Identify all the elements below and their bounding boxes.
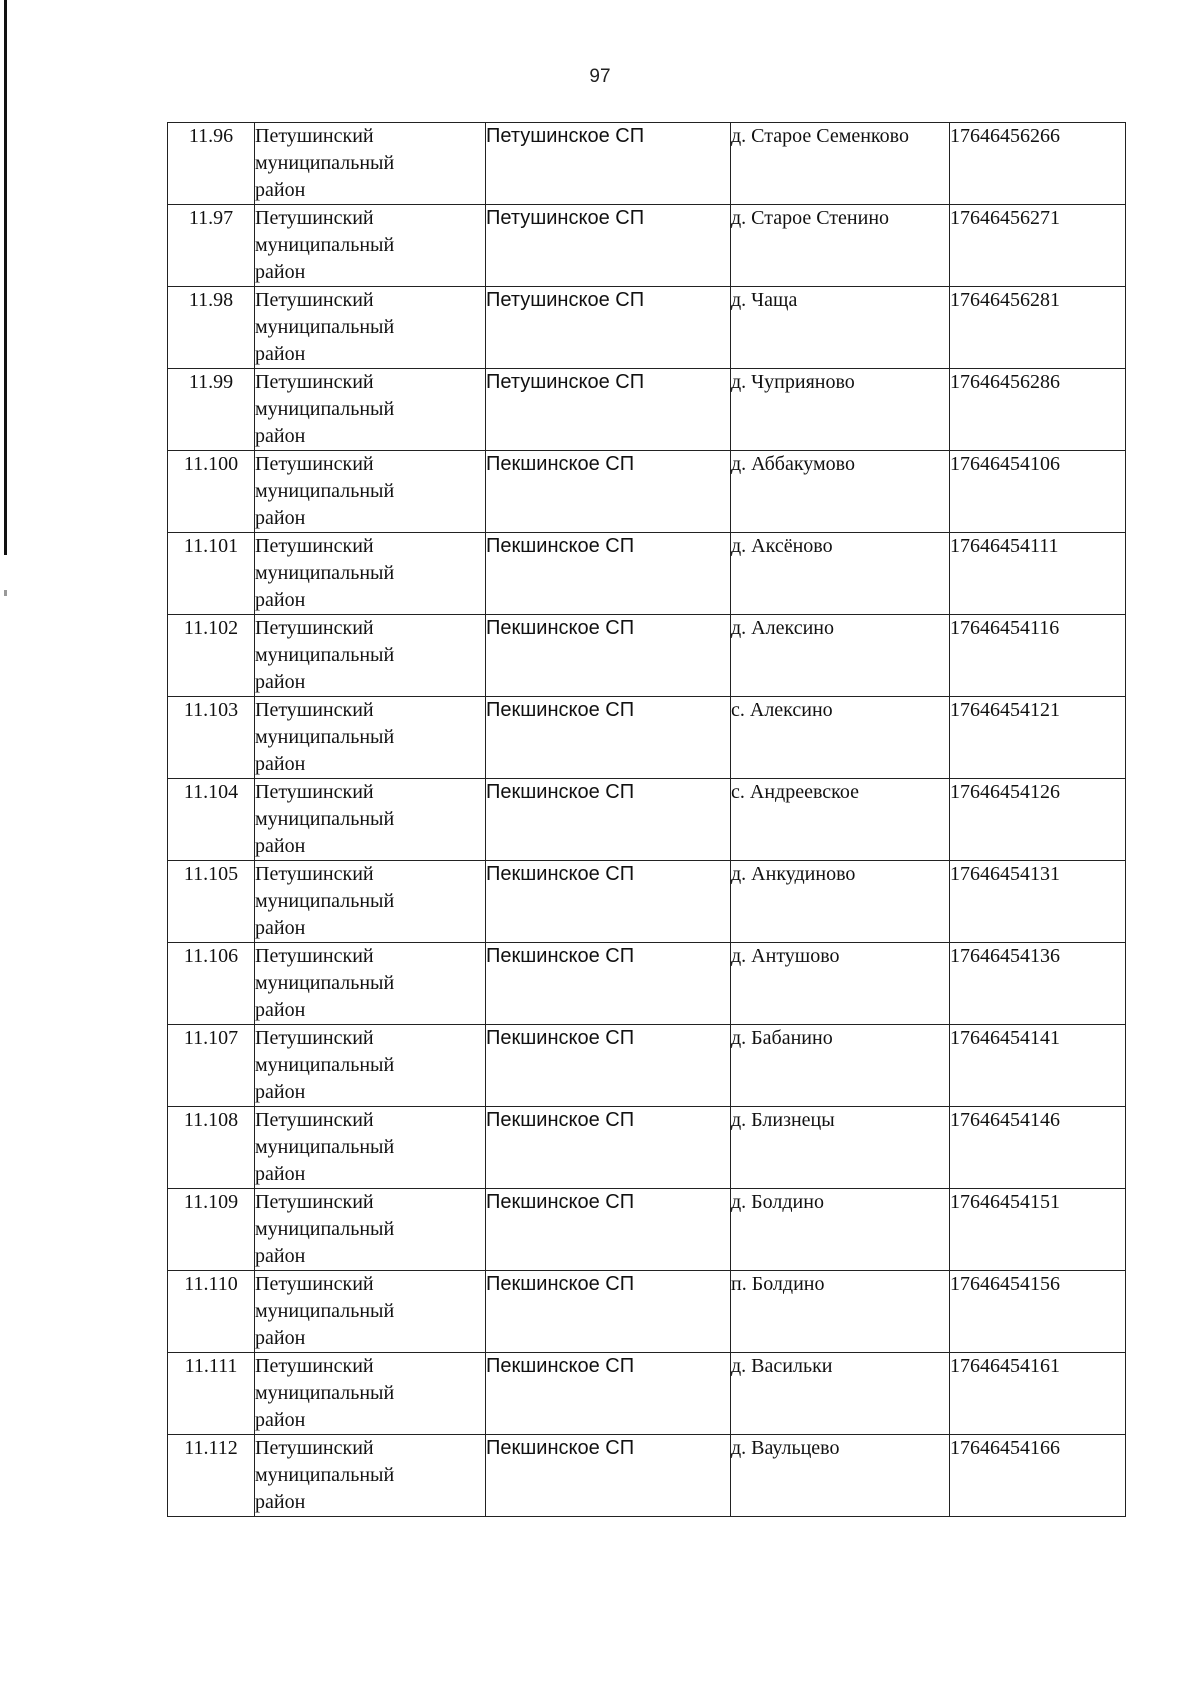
settlement-cell [731,943,950,1025]
settlement-name: д. Васильки [731,1355,833,1377]
settlement-council-cell: Петушинское СП [486,123,731,205]
table-row [168,1353,1126,1435]
settlement-council-cell: Пекшинское СП [486,1189,731,1271]
district-line-1: Петушинский [255,289,374,311]
oktmo-code: 17646454146 [950,1109,1060,1131]
settlement-council-cell: Пекшинское СП [486,451,731,533]
settlement-name: д. Болдино [731,1191,824,1213]
district-cell [255,1189,486,1271]
district-line-3: район [255,261,306,283]
scan-margin-tick [4,590,7,596]
district-line-2: муниципальный [255,1464,395,1486]
district-line-1: Петушинский [255,863,374,885]
district-line-3: район [255,1245,306,1267]
district-line-1: Петушинский [255,453,374,475]
table-row [168,1025,1126,1107]
settlement-council-cell: Пекшинское СП [486,861,731,943]
settlement-council-cell: Пекшинское СП [486,779,731,861]
district-line-2: муниципальный [255,1218,395,1240]
district-line-2: муниципальный [255,726,395,748]
table-row [168,1271,1126,1353]
district-line-3: район [255,1163,306,1185]
district-cell [255,1025,486,1107]
table-row [168,533,1126,615]
settlement-cell [731,123,950,205]
settlement-cell [731,287,950,369]
district-cell [255,943,486,1025]
oktmo-code-cell [950,1435,1126,1517]
row-number: 11.98 [168,287,255,369]
row-number: 11.103 [168,697,255,779]
settlement-council-cell: Пекшинское СП [486,533,731,615]
row-number: 11.106 [168,943,255,1025]
settlements-table-body [168,123,1126,1517]
district-line-2: муниципальный [255,1382,395,1404]
row-number: 11.108 [168,1107,255,1189]
table-row [168,205,1126,287]
district-line-3: район [255,1327,306,1349]
district-cell [255,1107,486,1189]
row-number: 11.110 [168,1271,255,1353]
settlement-council-cell: Пекшинское СП [486,697,731,779]
district-cell [255,533,486,615]
settlement-cell [731,1435,950,1517]
settlement-cell [731,1107,950,1189]
district-line-2: муниципальный [255,1136,395,1158]
district-cell [255,1271,486,1353]
settlement-name: д. Чаща [731,289,798,311]
district-line-2: муниципальный [255,562,395,584]
table-row [168,697,1126,779]
district-line-1: Петушинский [255,1355,374,1377]
table-row [168,779,1126,861]
district-line-1: Петушинский [255,1273,374,1295]
row-number: 11.97 [168,205,255,287]
district-cell [255,451,486,533]
oktmo-code-cell [950,861,1126,943]
oktmo-code: 17646456266 [950,125,1060,147]
row-number: 11.104 [168,779,255,861]
district-line-1: Петушинский [255,1027,374,1049]
district-line-3: район [255,1081,306,1103]
settlement-name: д. Аксёново [731,535,833,557]
district-line-1: Петушинский [255,945,374,967]
district-line-2: муниципальный [255,644,395,666]
settlement-cell [731,205,950,287]
district-line-3: район [255,835,306,857]
district-line-2: муниципальный [255,316,395,338]
district-cell [255,861,486,943]
oktmo-code: 17646456286 [950,371,1060,393]
oktmo-code-cell [950,205,1126,287]
settlement-cell [731,779,950,861]
oktmo-code-cell [950,123,1126,205]
settlement-name: д. Близнецы [731,1109,835,1131]
district-line-1: Петушинский [255,617,374,639]
settlement-cell [731,861,950,943]
district-cell [255,615,486,697]
district-line-3: район [255,1491,306,1513]
settlement-council-cell: Петушинское СП [486,205,731,287]
district-cell [255,1353,486,1435]
settlement-council-cell: Пекшинское СП [486,1435,731,1517]
district-line-3: район [255,753,306,775]
oktmo-code-cell [950,533,1126,615]
settlement-name: д. Алексино [731,617,834,639]
table-row [168,287,1126,369]
row-number: 11.96 [168,123,255,205]
district-line-3: район [255,425,306,447]
district-line-3: район [255,1409,306,1431]
oktmo-code-cell [950,287,1126,369]
page-number: 97 [589,66,611,87]
settlement-council-cell: Пекшинское СП [486,1107,731,1189]
oktmo-code: 17646454136 [950,945,1060,967]
district-line-1: Петушинский [255,1437,374,1459]
settlement-name: д. Старое Семенково [731,125,909,147]
settlement-council-cell: Пекшинское СП [486,943,731,1025]
table-row [168,451,1126,533]
row-number: 11.107 [168,1025,255,1107]
settlement-cell [731,1271,950,1353]
oktmo-code: 17646454161 [950,1355,1060,1377]
row-number: 11.100 [168,451,255,533]
row-number: 11.111 [168,1353,255,1435]
district-cell [255,205,486,287]
oktmo-code-cell [950,1189,1126,1271]
table-row [168,369,1126,451]
settlement-council-cell: Пекшинское СП [486,615,731,697]
oktmo-code: 17646454116 [950,617,1060,639]
row-number: 11.102 [168,615,255,697]
district-line-2: муниципальный [255,398,395,420]
settlement-name: д. Антушово [731,945,840,967]
district-cell [255,1435,486,1517]
settlement-cell [731,1189,950,1271]
table-row [168,1189,1126,1271]
oktmo-code: 17646454106 [950,453,1060,475]
settlement-cell [731,1025,950,1107]
row-number: 11.101 [168,533,255,615]
district-line-2: муниципальный [255,1054,395,1076]
settlement-cell [731,451,950,533]
district-line-3: район [255,917,306,939]
table-row [168,1107,1126,1189]
settlement-council-cell: Пекшинское СП [486,1271,731,1353]
oktmo-code: 17646454141 [950,1027,1060,1049]
district-line-1: Петушинский [255,207,374,229]
row-number: 11.99 [168,369,255,451]
oktmo-code-cell [950,1271,1126,1353]
row-number: 11.112 [168,1435,255,1517]
settlement-name: д. Анкудиново [731,863,856,885]
district-line-1: Петушинский [255,1109,374,1131]
district-line-2: муниципальный [255,890,395,912]
oktmo-code: 17646454151 [950,1191,1060,1213]
table-row [168,1435,1126,1517]
settlement-name: д. Бабанино [731,1027,833,1049]
row-number: 11.109 [168,1189,255,1271]
settlement-cell [731,369,950,451]
settlement-council-cell: Петушинское СП [486,369,731,451]
oktmo-code-cell [950,779,1126,861]
oktmo-code-cell [950,615,1126,697]
oktmo-code: 17646454126 [950,781,1060,803]
settlement-name: д. Чуприяново [731,371,855,393]
settlement-name: с. Андреевское [731,781,859,803]
district-line-2: муниципальный [255,480,395,502]
district-line-2: муниципальный [255,234,395,256]
district-cell [255,779,486,861]
district-line-1: Петушинский [255,125,374,147]
table-row [168,615,1126,697]
district-line-1: Петушинский [255,535,374,557]
district-line-3: район [255,343,306,365]
settlement-council-cell: Пекшинское СП [486,1025,731,1107]
settlements-table [167,122,1126,1517]
settlement-name: п. Болдино [731,1273,825,1295]
district-cell [255,697,486,779]
oktmo-code-cell [950,697,1126,779]
oktmo-code-cell [950,1353,1126,1435]
oktmo-code-cell [950,943,1126,1025]
district-line-3: район [255,671,306,693]
district-line-2: муниципальный [255,808,395,830]
settlement-cell [731,1353,950,1435]
district-line-2: муниципальный [255,972,395,994]
table-row [168,943,1126,1025]
settlement-cell [731,697,950,779]
district-line-3: район [255,179,306,201]
district-line-1: Петушинский [255,781,374,803]
oktmo-code-cell [950,1025,1126,1107]
oktmo-code: 17646456281 [950,289,1060,311]
district-cell [255,123,486,205]
district-line-1: Петушинский [255,699,374,721]
district-line-1: Петушинский [255,371,374,393]
district-cell [255,369,486,451]
district-line-1: Петушинский [255,1191,374,1213]
oktmo-code-cell [950,1107,1126,1189]
settlement-cell [731,615,950,697]
oktmo-code: 17646454111 [950,535,1059,557]
oktmo-code-cell [950,451,1126,533]
oktmo-code: 17646454166 [950,1437,1060,1459]
settlement-name: с. Алексино [731,699,833,721]
row-number: 11.105 [168,861,255,943]
oktmo-code-cell [950,369,1126,451]
settlement-council-cell: Пекшинское СП [486,1353,731,1435]
oktmo-code: 17646454131 [950,863,1060,885]
district-line-3: район [255,507,306,529]
settlement-cell [731,533,950,615]
settlement-name: д. Аббакумово [731,453,855,475]
district-line-3: район [255,999,306,1021]
table-row [168,861,1126,943]
district-line-2: муниципальный [255,152,395,174]
settlement-name: д. Старое Стенино [731,207,890,229]
settlement-name: д. Ваульцево [731,1437,840,1459]
district-line-3: район [255,589,306,611]
oktmo-code: 17646456271 [950,207,1060,229]
table-row [168,123,1126,205]
settlement-council-cell: Петушинское СП [486,287,731,369]
oktmo-code: 17646454121 [950,699,1060,721]
oktmo-code: 17646454156 [950,1273,1060,1295]
district-cell [255,287,486,369]
district-line-2: муниципальный [255,1300,395,1322]
